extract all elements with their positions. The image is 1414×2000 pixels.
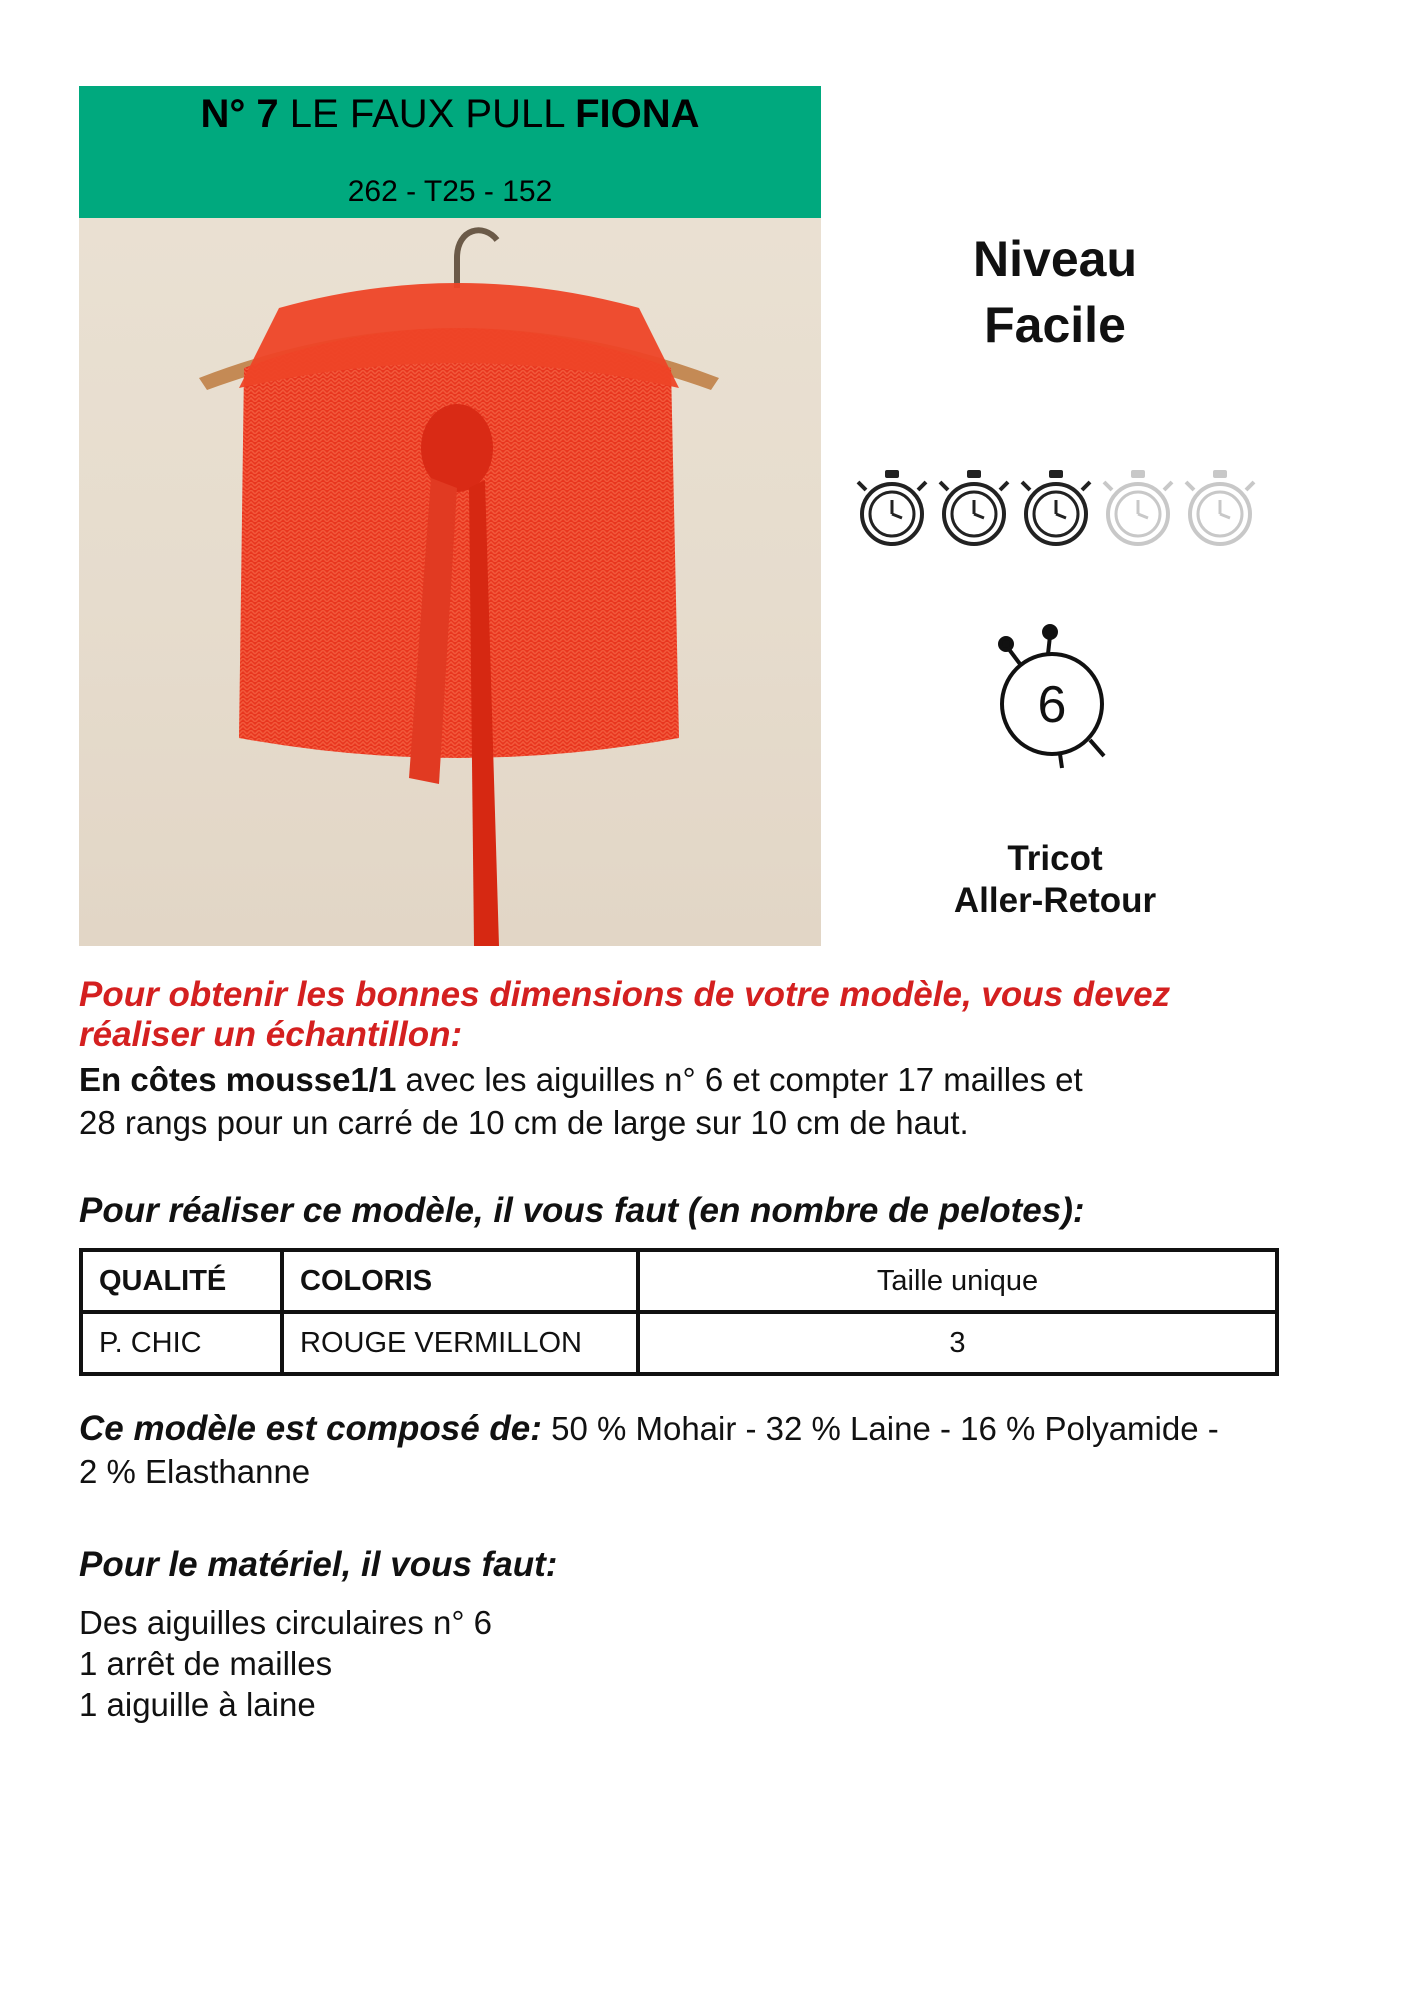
composition-label: Ce modèle est composé de: bbox=[79, 1409, 542, 1448]
yarn-heading: Pour réaliser ce modèle, il vous faut (en nombre de pelotes): bbox=[79, 1191, 1085, 1230]
composition bbox=[79, 1407, 1379, 1493]
gauge-stitch: En côtes mousse1/1 bbox=[79, 1061, 397, 1098]
table-header-row bbox=[81, 1250, 1277, 1312]
time-rating bbox=[850, 466, 1260, 550]
pattern-name: FIONA bbox=[575, 92, 700, 136]
level-value: Facile bbox=[984, 297, 1126, 353]
list-item: 1 arrêt de mailles bbox=[79, 1645, 333, 1682]
stopwatch-icon bbox=[1104, 470, 1172, 544]
title-banner bbox=[79, 86, 821, 218]
pattern-title-text: LE FAUX PULL bbox=[278, 92, 576, 136]
yarn-table bbox=[79, 1248, 1279, 1376]
needle-size-badge bbox=[990, 624, 1122, 770]
header-quality: QUALITÉ bbox=[81, 1250, 282, 1312]
technique-line-1: Tricot bbox=[1007, 839, 1103, 878]
header-color: COLORIS bbox=[282, 1250, 638, 1312]
cell-quality: P. CHIC bbox=[81, 1312, 282, 1374]
gauge-heading bbox=[79, 975, 1339, 1055]
product-photo bbox=[79, 86, 821, 946]
stopwatch-icon bbox=[940, 470, 1008, 544]
list-item: 1 aiguille à laine bbox=[79, 1686, 316, 1723]
gauge-description bbox=[79, 1058, 1339, 1144]
gauge-line-2: 28 rangs pour un carré de 10 cm de large sur 10 cm de haut. bbox=[79, 1104, 969, 1141]
cell-balls: 3 bbox=[638, 1312, 1277, 1374]
cell-color: ROUGE VERMILLON bbox=[282, 1312, 638, 1374]
technique-line-2: Aller-Retour bbox=[953, 881, 1157, 920]
list-item: Des aiguilles circulaires n° 6 bbox=[79, 1604, 493, 1641]
gauge-heading-line-1: Pour obtenir les bonnes dimensions de votre modèle, vous devez bbox=[79, 975, 1171, 1014]
level-label: Niveau bbox=[973, 231, 1137, 287]
materials-list bbox=[79, 1602, 1339, 1725]
stopwatch-icon bbox=[1022, 470, 1090, 544]
difficulty-level bbox=[870, 226, 1240, 358]
materials-heading: Pour le matériel, il vous faut: bbox=[79, 1545, 558, 1584]
technique bbox=[900, 838, 1210, 922]
composition-value: 50 % Mohair - 32 % Laine - 16 % Polyamide - bbox=[541, 1410, 1219, 1447]
stopwatch-icon bbox=[858, 470, 926, 544]
gauge-line-1: avec les aiguilles n° 6 et compter 17 mailles et bbox=[396, 1061, 1083, 1098]
needle-size-number: 6 bbox=[1037, 676, 1067, 734]
header-size: Taille unique bbox=[638, 1250, 1277, 1312]
gauge-heading-line-2: réaliser un échantillon: bbox=[79, 1015, 463, 1054]
stopwatch-icon bbox=[1186, 470, 1254, 544]
knitted-collar-illustration bbox=[79, 218, 821, 946]
composition-value-line-2: 2 % Elasthanne bbox=[79, 1453, 311, 1490]
table-row bbox=[81, 1312, 1277, 1374]
pattern-reference: 262 - T25 - 152 bbox=[347, 175, 553, 208]
pattern-title bbox=[79, 90, 821, 138]
pattern-number: N° 7 bbox=[200, 92, 279, 136]
